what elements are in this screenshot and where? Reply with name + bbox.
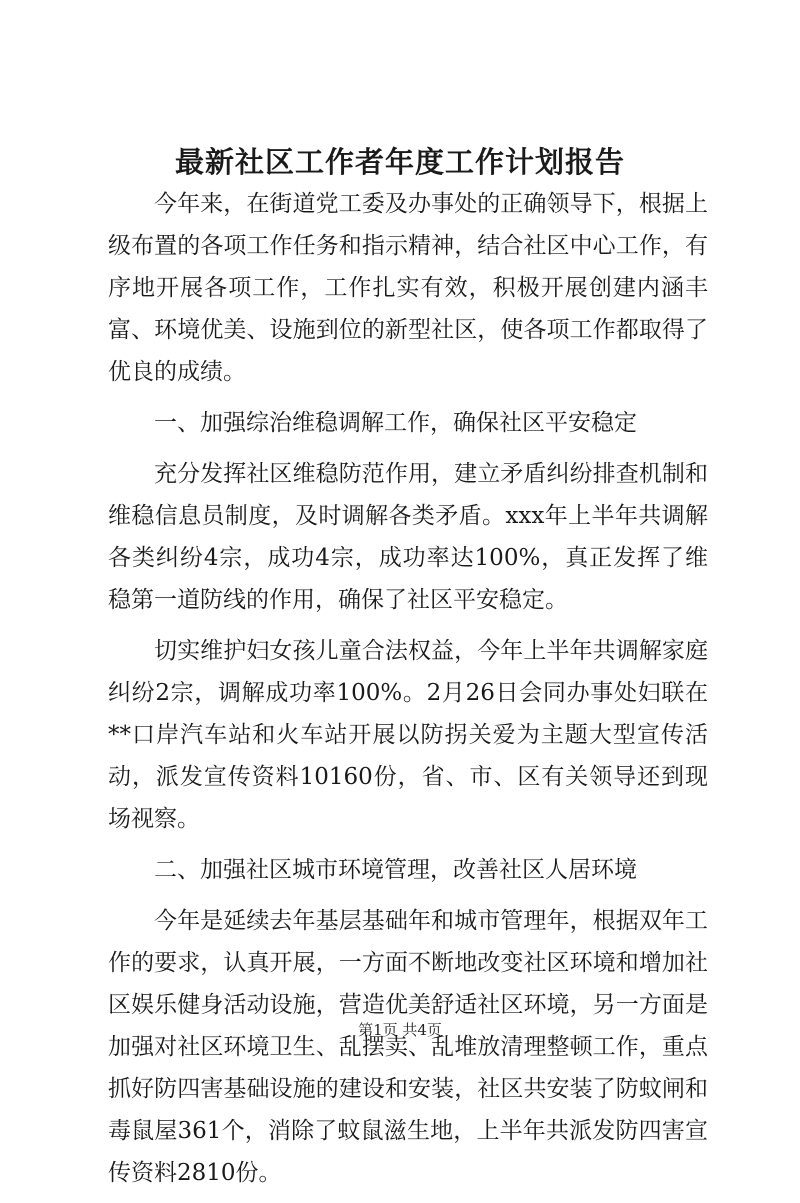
paragraph-environment: 今年是延续去年基层基础年和城市管理年，根据双年工作的要求，认真开展，一方面不断地改变社区环境和增加社区娱乐健身活动设施，营造优美舒适社区环境，另一方面是加强对社区环境卫生、乱摆卖、乱堆放清理整顿工作，重点抓好防四害基础设施的建设和安装，社区共安装了防蚊闸和毒鼠屋361个，消除了蚊鼠滋生地，上半年共派发防四害宣传资料2810份。 [108,908,708,1186]
paragraph-women-children: 切实维护妇女孩儿童合法权益，今年上半年共调解家庭纠纷2宗，调解成功率100%。2月26日会同办事处妇联在**口岸汽车站和火车站开展以防拐关爱为主题大型宣传活动，派发宣传资料10160份，省、市、区有关领导还到现场视察。 [108,638,708,832]
section-heading-1: 一、加强综治维稳调解工作，确保社区平安稳定 [154,410,637,436]
document-title: 最新社区工作者年度工作计划报告 [174,145,625,179]
section-heading-2: 二、加强社区城市环境管理，改善社区人居环境 [154,857,637,883]
paragraph-mediation: 充分发挥社区维稳防范作用，建立矛盾纠纷排查机制和维稳信息员制度，及时调解各类矛盾。xxx年上半年共调解各类纠纷4宗，成功4宗，成功率达100%，真正发挥了维稳第一道防线的作用，确保了社区平安稳定。 [108,461,708,613]
document-body [108,183,708,1203]
paragraph-intro: 今年来，在街道党工委及办事处的正确领导下，根据上级布置的各项工作任务和指示精神，结合社区中心工作，有序地开展各项工作，工作扎实有效，积极开展创建内涵丰富、环境优美、设施到位的新型社区，使各项工作都取得了优良的成绩。 [108,191,708,385]
page-footer: 第1页 共4页 [358,1021,442,1039]
